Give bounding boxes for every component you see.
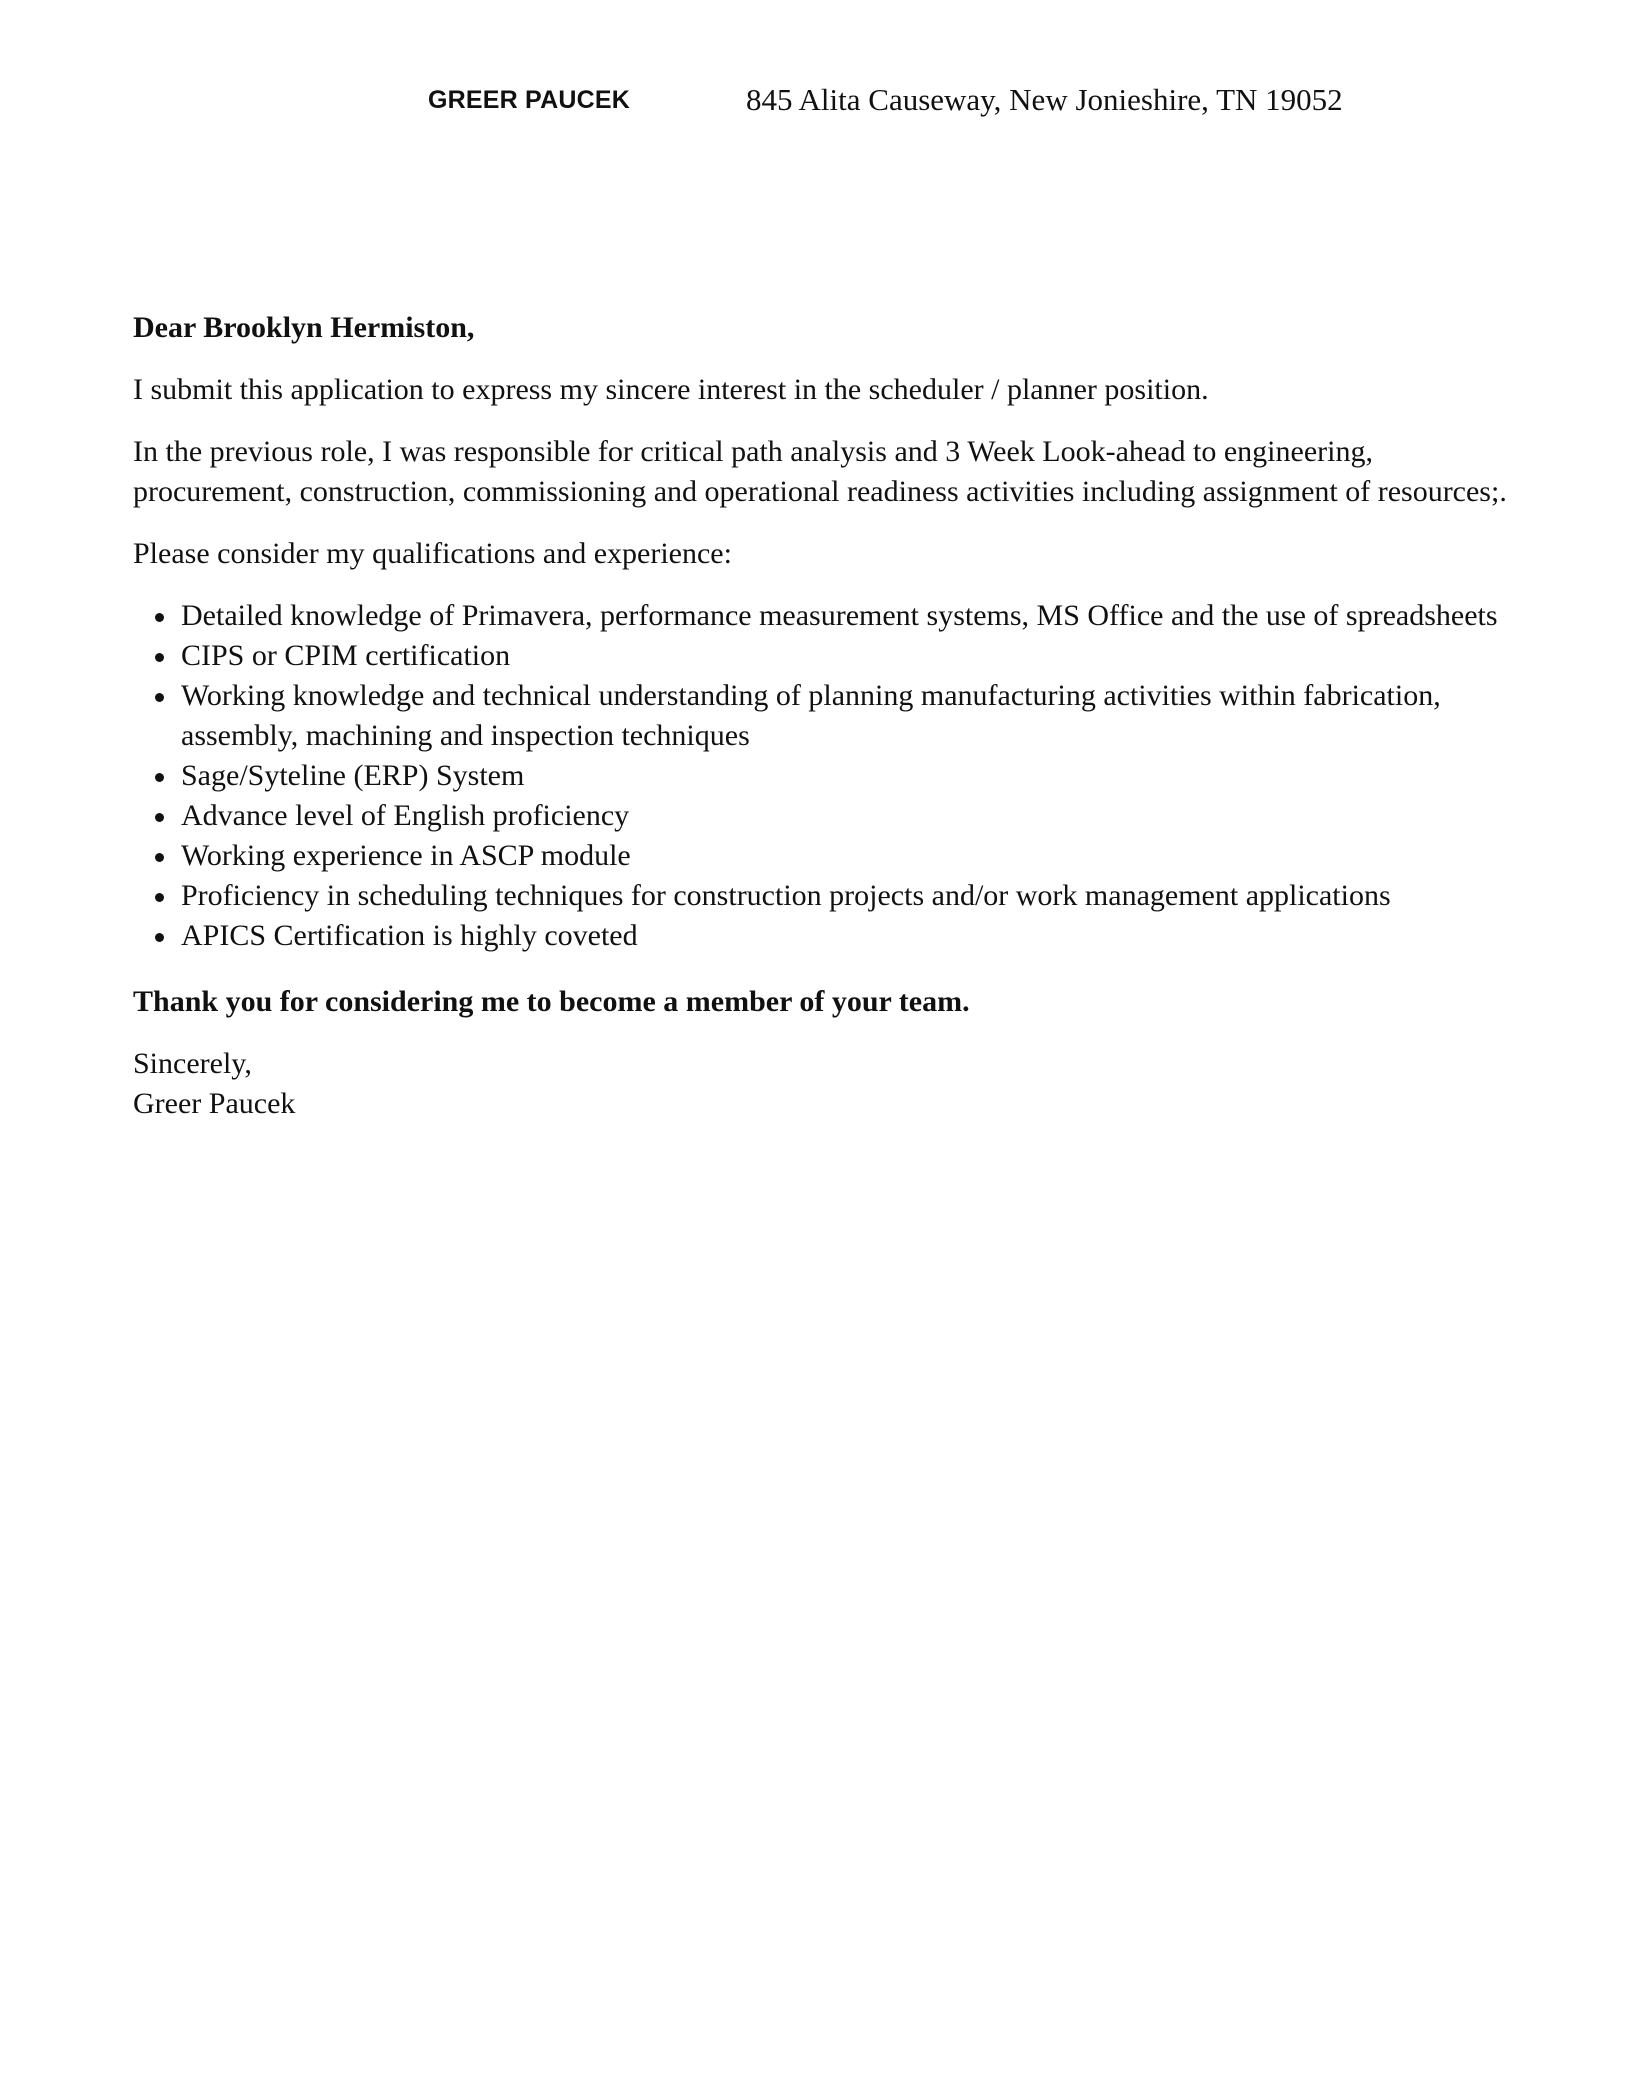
list-item: Working experience in ASCP module [133, 836, 1513, 876]
qualifications-intro: Please consider my qualifications and experience: [133, 537, 732, 570]
signoff-block [133, 1044, 1513, 1124]
list-item: Advance level of English proficiency [133, 796, 1513, 836]
signoff: Sincerely, [133, 1047, 252, 1080]
list-item: Sage/Syteline (ERP) System [133, 756, 1513, 796]
experience-paragraph: In the previous role, I was responsible for critical path analysis and 3 Week Look-ahead to engineering, procurement, construction, commissioning and operational readiness activities including assignment of resources;. [133, 435, 1507, 508]
signature-name: Greer Paucek [133, 1087, 296, 1120]
list-item: APICS Certification is highly coveted [133, 916, 1513, 956]
list-item: Detailed knowledge of Primavera, performance measurement systems, MS Office and the use of spreadsheets [133, 596, 1513, 636]
letter-header [0, 84, 1632, 124]
intro-paragraph: I submit this application to express my sincere interest in the scheduler / planner position. [133, 373, 1209, 406]
sender-address: 845 Alita Causeway, New Jonieshire, TN 19052 [746, 82, 1343, 117]
qualifications-list [133, 596, 1513, 956]
closing-statement: Thank you for considering me to become a member of your team. [133, 985, 970, 1018]
letter-body [133, 308, 1513, 1124]
greeting: Dear Brooklyn Hermiston, [133, 311, 475, 344]
list-item: CIPS or CPIM certification [133, 636, 1513, 676]
list-item: Proficiency in scheduling techniques for construction projects and/or work management applications [133, 876, 1513, 916]
sender-name: GREER PAUCEK [428, 86, 630, 114]
list-item: Working knowledge and technical understanding of planning manufacturing activities within fabrication, assembly, machining and inspection techniques [133, 676, 1513, 756]
